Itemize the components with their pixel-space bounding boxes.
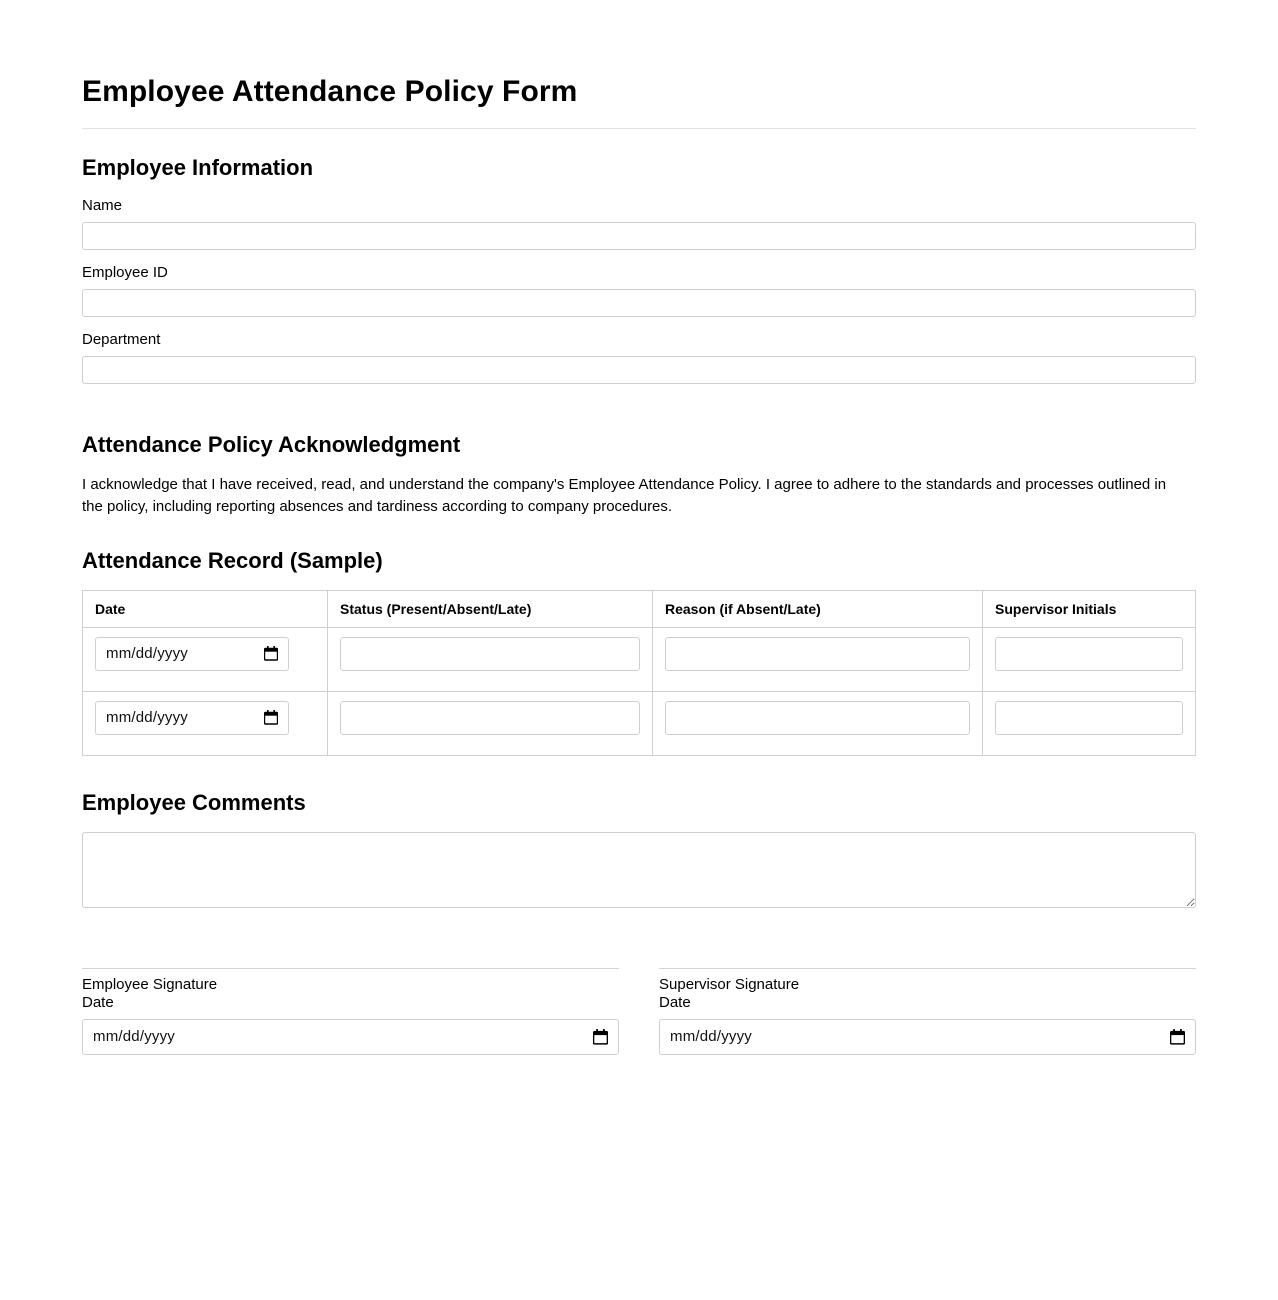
column-header-supervisor-initials: Supervisor Initials <box>983 590 1196 627</box>
section-heading-acknowledgment: Attendance Policy Acknowledgment <box>82 431 461 457</box>
cell-reason <box>653 691 983 755</box>
date-placeholder-text: mm/dd/yyyy <box>106 709 189 727</box>
date-placeholder-text: mm/dd/yyyy <box>670 1028 753 1046</box>
calendar-icon[interactable] <box>593 1029 608 1045</box>
attendance-table-body <box>83 627 1196 755</box>
employee-signature-block <box>82 968 619 1055</box>
cell-supervisor-initials <box>983 627 1196 691</box>
calendar-icon[interactable] <box>264 646 278 661</box>
label-name: Name <box>82 197 123 215</box>
name-input[interactable] <box>82 222 1196 250</box>
signature-row <box>82 968 1196 1055</box>
attendance-record-section <box>82 548 1196 756</box>
table-header-row <box>83 590 1196 627</box>
attendance-table <box>82 590 1196 756</box>
supervisor-signature-date-label: Date <box>659 993 691 1011</box>
acknowledgment-text: I acknowledge that I have received, read, and understand the company's Employee Attendance Policy. I agree to adhere to the standards and processes outlined in the policy, including reporting absences and tardiness according to company procedures. <box>82 476 1167 515</box>
attendance-status-input-2[interactable] <box>340 701 640 735</box>
supervisor-signature-line <box>659 968 1196 969</box>
acknowledgment-section <box>82 432 1196 518</box>
date-placeholder-text: mm/dd/yyyy <box>106 645 189 663</box>
label-department: Department <box>82 330 161 348</box>
section-heading-employee-comments: Employee Comments <box>82 789 306 815</box>
attendance-date-input-1[interactable] <box>95 637 289 671</box>
employee-signature-label: Employee Signature <box>82 976 218 994</box>
column-header-status: Status (Present/Absent/Late) <box>328 590 653 627</box>
employee-signature-date-input[interactable] <box>82 1019 619 1055</box>
supervisor-signature-block <box>659 968 1196 1055</box>
employee-comments-textarea[interactable] <box>82 832 1196 908</box>
spacer <box>82 398 1196 432</box>
date-placeholder-text: mm/dd/yyyy <box>93 1028 176 1046</box>
employee-information-section <box>82 155 1196 384</box>
calendar-icon[interactable] <box>264 710 278 725</box>
employee-id-input[interactable] <box>82 289 1196 317</box>
cell-supervisor-initials <box>983 691 1196 755</box>
page-title: Employee Attendance Policy Form <box>82 75 578 108</box>
attendance-reason-input-2[interactable] <box>665 701 970 735</box>
supervisor-signature-label: Supervisor Signature <box>659 976 800 994</box>
title-divider <box>82 128 1196 129</box>
section-heading-attendance-record: Attendance Record (Sample) <box>82 547 383 573</box>
department-input[interactable] <box>82 356 1196 384</box>
cell-status <box>328 691 653 755</box>
cell-date <box>83 691 328 755</box>
field-name <box>82 197 1196 250</box>
calendar-icon[interactable] <box>1170 1029 1185 1045</box>
cell-reason <box>653 627 983 691</box>
table-row <box>83 691 1196 755</box>
attendance-status-input-1[interactable] <box>340 637 640 671</box>
cell-status <box>328 627 653 691</box>
field-employee-id <box>82 264 1196 317</box>
employee-signature-date-label: Date <box>82 993 114 1011</box>
attendance-initials-input-2[interactable] <box>995 701 1183 735</box>
supervisor-signature-date-input[interactable] <box>659 1019 1196 1055</box>
field-department <box>82 331 1196 384</box>
column-header-date: Date <box>83 590 328 627</box>
employee-comments-section <box>82 790 1196 908</box>
attendance-reason-input-1[interactable] <box>665 637 970 671</box>
attendance-initials-input-1[interactable] <box>995 637 1183 671</box>
employee-signature-line <box>82 968 619 969</box>
column-header-reason: Reason (if Absent/Late) <box>653 590 983 627</box>
label-employee-id: Employee ID <box>82 264 168 282</box>
attendance-date-input-2[interactable] <box>95 701 289 735</box>
section-heading-employee-information: Employee Information <box>82 155 314 180</box>
spacer <box>82 756 1196 790</box>
attendance-table-head <box>83 590 1196 627</box>
cell-date <box>83 627 328 691</box>
table-row <box>83 627 1196 691</box>
